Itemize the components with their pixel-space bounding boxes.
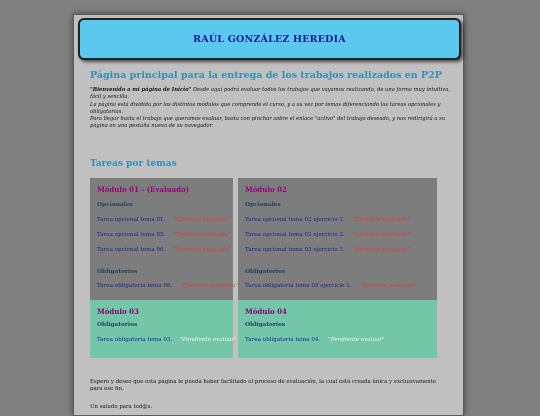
required-heading: Obligatorios [245, 322, 286, 328]
task-link[interactable]: Tarea obligatoria tema 06. [97, 283, 173, 289]
intro-line-3: Para llegar hasta el trabajo que queramos evaluar, basta con pinchar sobre el enlace "activo" del trabajo deseado, y nos redirigirá a su página en una pestaña nueva de su navegador. [90, 116, 446, 130]
task-link[interactable]: Tarea opcional tema 05. [97, 232, 166, 238]
module-04-panel [238, 300, 437, 358]
task-row [245, 232, 410, 238]
task-link[interactable]: Tarea obligatoria tema 04. [245, 337, 321, 343]
intro-line-1-text: Desde aquí podrá evaluar todos los trabajos que vayamos realizando, de una forma muy intuitiva, fácil y sencilla. [90, 87, 450, 101]
module-title: Módulo 02 [245, 185, 287, 194]
task-row [97, 283, 238, 289]
task-row [97, 337, 237, 343]
module-title: Módulo 04 [245, 307, 287, 316]
task-row [245, 217, 410, 223]
task-link[interactable]: Tarea opcional tema 06. [97, 247, 166, 253]
optional-heading: Opcionales [97, 202, 133, 208]
greeting-text: Un saludo para tod@s. [90, 404, 153, 410]
module-01-panel [90, 178, 238, 303]
module-03-panel [90, 300, 237, 358]
task-link[interactable]: Tarea obligatoria tema 03. [97, 337, 173, 343]
status-label: "Ejercicio evaluado" [352, 247, 411, 253]
optional-heading: Opcionales [245, 202, 281, 208]
status-label: "Ejercicio evaluado" [352, 217, 411, 223]
module-title: Módulo 03 [97, 307, 139, 316]
task-row [245, 247, 410, 253]
status-label: "Ejercicio evaluado" [173, 232, 231, 238]
page-container [73, 14, 464, 416]
intro-line-1 [90, 87, 452, 102]
required-heading: Obligatorios [245, 269, 286, 275]
task-row [245, 283, 417, 289]
welcome-bold: "Bienvenido a mi página de Inicio" [90, 87, 192, 93]
task-link[interactable]: Tarea obligatoria tema 05 ejercicio 1. [245, 283, 352, 289]
closing-text [90, 379, 450, 394]
task-link[interactable]: Tarea opcional tema 02 ejercicio 1. [245, 217, 345, 223]
status-label: "Ejercicio evaluado" [180, 283, 238, 289]
task-link[interactable]: Tarea opcional tema 03 ejercicio 1. [245, 247, 345, 253]
task-row [97, 217, 231, 223]
status-label: "Pendiente evaluar" [328, 337, 385, 343]
closing-paragraph: Espero y deseo que esta página le pueda haber facilitado el proceso de evaluación, la cual está creada única y exclusivamente para ese fin. [90, 379, 437, 393]
intro-text [90, 87, 452, 131]
status-label: "Pendiente evaluar" [180, 337, 237, 343]
page-title: Página principal para la entrega de los trabajos realizados en P2P [90, 70, 442, 81]
module-title: Módulo 01 - (Evaluado) [97, 185, 190, 194]
required-heading: Obligatorios [97, 269, 138, 275]
status-label: "Ejercicio evaluado" [173, 217, 231, 223]
status-label: "Ejercicio evaluado" [352, 232, 411, 238]
task-link[interactable]: Tarea opcional tema 01. [97, 217, 166, 223]
author-name: RAÚL GONZÁLEZ HEREDIA [193, 33, 346, 45]
section-title: Tareas por temas [90, 159, 177, 169]
intro-line-2: La página está dividida por los distintos módulos que comprende el curso, y a su vez por temas diferenciando las tareas opcionales y obligatorias. [90, 101, 441, 115]
status-label: "Ejercicio evaluado" [359, 283, 418, 289]
task-row [97, 247, 231, 253]
status-label: "Ejercicio evaluado" [173, 247, 231, 253]
task-row [97, 232, 231, 238]
header-banner [78, 18, 461, 60]
task-link[interactable]: Tarea opcional tema 02 ejercicio 2. [245, 232, 345, 238]
task-row [245, 337, 385, 343]
module-02-panel [238, 178, 437, 303]
required-heading: Obligatorios [97, 322, 138, 328]
